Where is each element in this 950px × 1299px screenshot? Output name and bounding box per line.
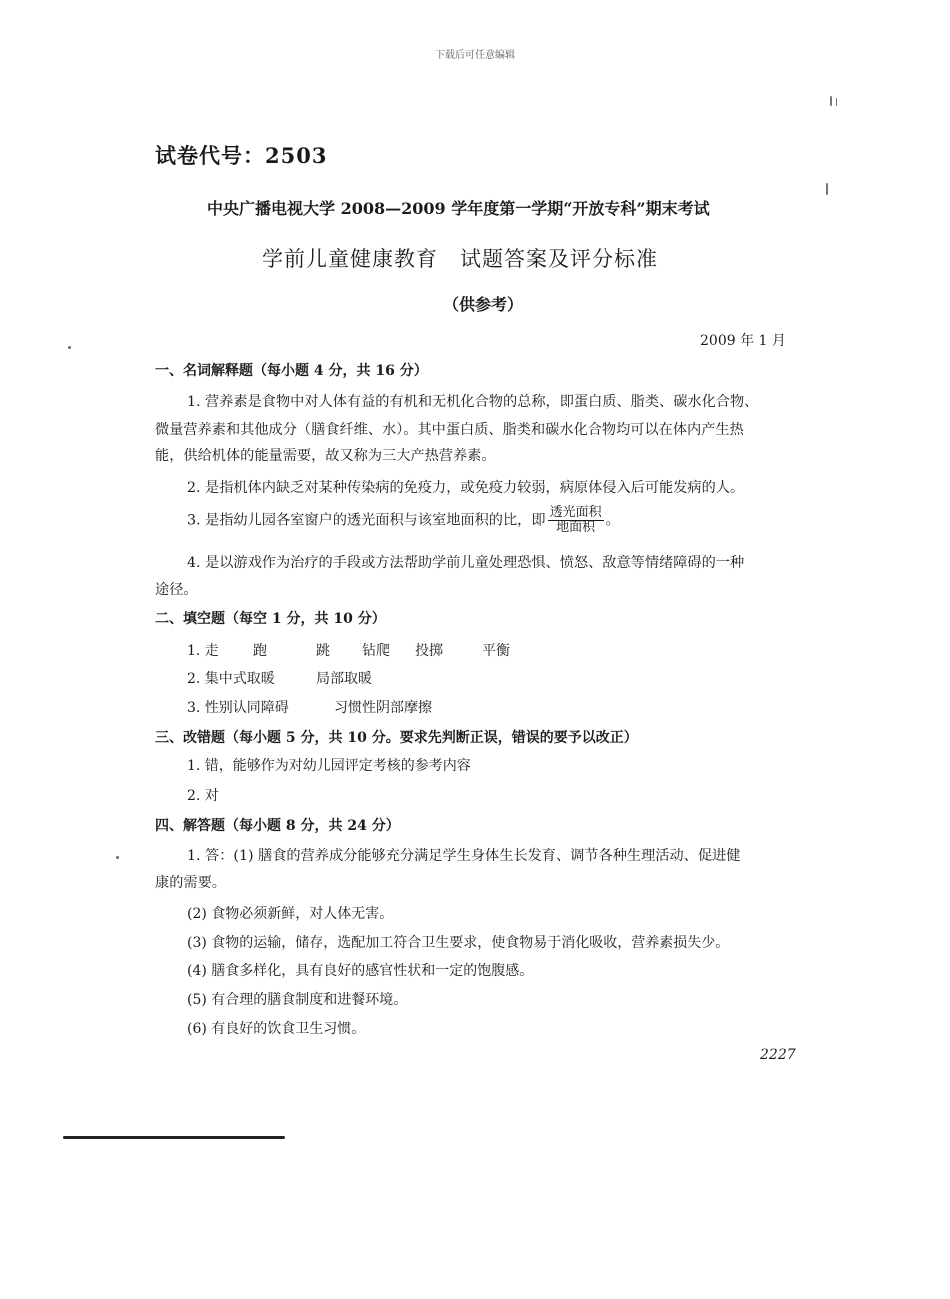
s4-point-3: (3) 食物的运输，储存，选配加工符合卫生要求，使食物易于消化吸收，营养素损失少。 bbox=[187, 935, 730, 951]
s4-point-5: (5) 有合理的膳食制度和进餐环境。 bbox=[187, 992, 408, 1008]
section-2-heading: 二、填空题（每空 1 分，共 10 分） bbox=[155, 611, 386, 627]
page-number: 2227 bbox=[760, 1047, 796, 1063]
scan-speck bbox=[830, 96, 832, 106]
s1-q3 bbox=[187, 506, 620, 535]
s1-q4-line1: 4. 是以游戏作为治疗的手段或方法帮助学前儿童处理恐惧、愤怒、敌意等情绪障碍的一种 bbox=[187, 555, 745, 571]
s2-answer-1: 跳 bbox=[316, 643, 330, 659]
s2-answer-3: 习惯性阴部摩擦 bbox=[334, 700, 432, 716]
section-1-heading: 一、名词解释题（每小题 4 分，共 16 分） bbox=[155, 363, 428, 379]
s2-answer-1: 1. 走 bbox=[187, 643, 219, 659]
area-ratio-fraction bbox=[548, 506, 604, 535]
scan-speck bbox=[68, 346, 71, 349]
exam-header: 中央广播电视大学 2008—2009 学年度第一学期“开放专科”期末考试 bbox=[207, 199, 710, 218]
s1-q1-line2: 微量营养素和其他成分（膳食纤维、水）。其中蛋白质、脂类和碳水化合物均可以在体内产生热 bbox=[155, 422, 744, 438]
s4-q1-line2: 康的需要。 bbox=[155, 875, 226, 891]
s1-q3-end: 。 bbox=[605, 512, 620, 529]
s1-q3-text: 3. 是指幼儿园各室窗户的透光面积与该室地面积的比，即 bbox=[187, 512, 546, 529]
s2-answer-1: 投掷 bbox=[415, 643, 443, 659]
s3-q1: 1. 错，能够作为对幼儿园评定考核的参考内容 bbox=[187, 758, 471, 774]
s4-point-6: (6) 有良好的饮食卫生习惯。 bbox=[187, 1021, 366, 1037]
scan-edge-line bbox=[63, 1136, 285, 1139]
s2-answer-1: 平衡 bbox=[482, 643, 510, 659]
paper-code: 试卷代号：2503 bbox=[155, 143, 328, 168]
scan-speck bbox=[116, 856, 119, 859]
s2-answer-1: 钻爬 bbox=[362, 643, 390, 659]
fraction-numerator: 透光面积 bbox=[549, 505, 602, 520]
watermark-text: 下载后可任意编辑 bbox=[435, 50, 515, 61]
s1-q4-line2: 途径。 bbox=[155, 582, 198, 598]
s4-q1-line1: 1. 答：(1) 膳食的营养成分能够充分满足学生身体生长发育、调节各种生理活动、促进健 bbox=[187, 848, 741, 864]
scan-speck bbox=[826, 183, 828, 195]
s3-q2: 2. 对 bbox=[187, 788, 219, 804]
section-3-heading: 三、改错题（每小题 5 分，共 10 分。要求先判断正误，错误的要予以改正） bbox=[155, 730, 638, 746]
s2-answer-3: 3. 性别认同障碍 bbox=[187, 700, 289, 716]
exam-date: 2009 年 1 月 bbox=[700, 333, 786, 349]
s1-q2: 2. 是指机体内缺乏对某种传染病的免疫力，或免疫力较弱，病原体侵入后可能发病的人。 bbox=[187, 480, 745, 496]
section-4-heading: 四、解答题（每小题 8 分，共 24 分） bbox=[155, 818, 400, 834]
s1-q1-line1: 1. 营养素是食物中对人体有益的有机和无机化合物的总称，即蛋白质、脂类、碳水化合物、 bbox=[187, 394, 759, 410]
s2-answer-2: 局部取暖 bbox=[316, 671, 372, 687]
fraction-denominator: 地面积 bbox=[556, 520, 596, 535]
scan-speck bbox=[836, 98, 837, 106]
s4-point-4: (4) 膳食多样化，具有良好的感官性状和一定的饱腹感。 bbox=[187, 963, 534, 979]
s2-answer-1: 跑 bbox=[253, 643, 267, 659]
s1-q1-line3: 能，供给机体的能量需要，故又称为三大产热营养素。 bbox=[155, 448, 496, 464]
reference-note: （供参考） bbox=[443, 295, 524, 314]
page-title: 学前儿童健康教育 试题答案及评分标准 bbox=[262, 247, 658, 271]
s4-point-2: (2) 食物必须新鲜，对人体无害。 bbox=[187, 906, 394, 922]
s2-answer-2: 2. 集中式取暖 bbox=[187, 671, 275, 687]
